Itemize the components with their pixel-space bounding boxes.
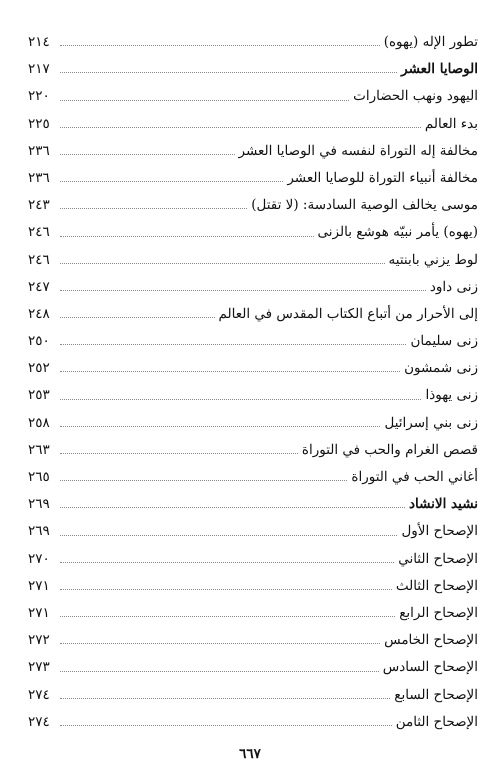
toc-entry-title: الإصحاح الثالث — [395, 577, 478, 594]
toc-entry — [28, 105, 478, 132]
dot-leader — [60, 263, 385, 264]
toc-entry-title: زنى سليمان — [410, 333, 478, 350]
toc-entry-page: ٢٤٦ — [28, 251, 50, 268]
toc-entry-page: ٢٧٠ — [28, 550, 50, 567]
dot-leader — [60, 127, 421, 128]
dot-leader — [60, 480, 347, 481]
toc-entry — [28, 268, 478, 295]
toc-entry-page: ٢٥٢ — [28, 360, 50, 377]
dot-leader — [60, 507, 405, 508]
toc-entry-title: موسى يخالف الوصية السادسة: (لا تقتل) — [251, 197, 478, 214]
dot-leader — [60, 236, 314, 237]
dot-leader — [60, 72, 397, 73]
toc-entry-title: مخالفة إله التوراة لنفسه في الوصايا العشر — [238, 142, 478, 159]
toc-entry — [28, 132, 478, 159]
dot-leader — [60, 725, 392, 726]
toc-entry-title: أغاني الحب في التوراة — [351, 469, 478, 485]
dot-leader — [60, 643, 380, 644]
dot-leader — [60, 371, 400, 372]
toc-entry — [28, 567, 478, 594]
toc-entry-title: الإصحاح الثامن — [395, 713, 478, 730]
dot-leader — [60, 399, 421, 400]
toc-entry — [28, 213, 478, 240]
dot-leader — [60, 426, 380, 427]
toc-entry-page: ٢٦٥ — [28, 469, 50, 485]
toc-entry-title: (يهوه) يأمر نبيّه هوشع بالزنى — [317, 224, 478, 241]
toc-entry-title: زنى داود — [429, 278, 478, 295]
toc-entry-page: ٢٥٨ — [28, 414, 50, 431]
toc-entry-page: ٢٧١ — [28, 604, 50, 621]
toc-entry — [28, 540, 478, 567]
dot-leader — [60, 208, 247, 209]
toc-entry-title: لوط يزني بابنتيه — [388, 251, 478, 268]
toc-entry — [28, 77, 478, 104]
toc-entry — [28, 159, 478, 186]
toc-entry-page: ٢٦٩ — [28, 496, 50, 513]
toc-entry — [28, 594, 478, 621]
toc-entry — [28, 648, 478, 675]
dot-leader — [60, 535, 397, 536]
toc-entry-title: بدء العالم — [424, 115, 478, 132]
toc-entry-page: ٢٥٣ — [28, 387, 50, 404]
toc-entry-title: مخالفة أنبياء التوراة للوصايا العشر — [287, 169, 478, 186]
toc-entry-page: ٢١٧ — [28, 61, 50, 78]
toc-entry-page: ٢٥٠ — [28, 333, 50, 350]
toc-entry — [28, 349, 478, 376]
toc-entry-title: زنى بني إسرائيل — [384, 414, 478, 431]
toc-entry — [28, 404, 478, 431]
toc-entry-title: إلى الأحرار من أتباع الكتاب المقدس في العالم — [218, 305, 478, 322]
dot-leader — [60, 589, 392, 590]
toc-entry-title: الإصحاح الرابع — [399, 604, 478, 621]
toc-entry-page: ٢٤٧ — [28, 278, 50, 295]
toc-entry — [28, 458, 478, 485]
toc-entry-page: ٢٧١ — [28, 577, 50, 594]
toc-entry-page: ٢٧٤ — [28, 713, 50, 730]
dot-leader — [60, 562, 394, 563]
toc-entry-title: زنى شمشون — [404, 360, 478, 377]
toc-entry — [28, 485, 478, 512]
toc-entry — [28, 186, 478, 213]
toc-entry-title: اليهود ونهب الحضارات — [353, 88, 478, 105]
toc-entry-title: نشيد الانشاد — [408, 496, 478, 513]
dot-leader — [60, 317, 215, 318]
toc-entry — [28, 241, 478, 268]
toc-entry-title: الإصحاح الثاني — [398, 550, 478, 567]
toc-entry-page: ٢٤٨ — [28, 305, 50, 322]
dot-leader — [60, 453, 298, 454]
dot-leader — [60, 616, 395, 617]
toc-entry-page: ٢٦٩ — [28, 523, 50, 540]
toc-entry-title: تطور الإله (يهوه) — [383, 34, 478, 50]
dot-leader — [60, 154, 235, 155]
toc-entry — [28, 376, 478, 403]
toc-entry-page: ٢٦٣ — [28, 441, 50, 458]
toc-entry-page: ٢٤٦ — [28, 224, 50, 241]
toc-entry-page: ٢٢٥ — [28, 115, 50, 132]
toc-entry-page: ٢٢٠ — [28, 88, 50, 105]
toc-entry-title: الإصحاح الخامس — [384, 632, 478, 649]
toc-entry-page: ٢٧٢ — [28, 632, 50, 649]
page-number: ٦٦٧ — [239, 746, 261, 762]
toc-entry-page: ٢٧٤ — [28, 686, 50, 703]
toc-entry-title: زنى يهوذا — [425, 387, 478, 404]
toc-entry-title: الإصحاح الأول — [401, 523, 478, 540]
dot-leader — [60, 100, 349, 101]
toc-entry — [28, 50, 478, 77]
toc-entry-page: ٢٣٦ — [28, 142, 50, 159]
toc-entry-title: الإصحاح السابع — [394, 686, 478, 703]
table-of-contents — [28, 23, 478, 730]
toc-entry — [28, 295, 478, 322]
toc-entry-page: ٢٤٣ — [28, 197, 50, 214]
toc-entry — [28, 676, 478, 703]
toc-entry-title: الوصايا العشر — [401, 61, 478, 78]
toc-entry — [28, 621, 478, 648]
toc-entry-title: الإصحاح السادس — [382, 659, 478, 676]
dot-leader — [60, 45, 380, 46]
dot-leader — [60, 344, 406, 345]
toc-entry — [28, 322, 478, 349]
toc-entry-title: قصص الغرام والحب في التوراة — [301, 441, 478, 458]
toc-entry-page: ٢١٤ — [28, 34, 50, 50]
toc-entry — [28, 703, 478, 730]
toc-entry — [28, 431, 478, 458]
dot-leader — [60, 671, 379, 672]
toc-entry-page: ٢٧٣ — [28, 659, 50, 676]
dot-leader — [60, 290, 426, 291]
dot-leader — [60, 181, 283, 182]
toc-entry-page: ٢٣٦ — [28, 169, 50, 186]
dot-leader — [60, 698, 390, 699]
toc-entry — [28, 23, 478, 50]
toc-entry — [28, 512, 478, 539]
